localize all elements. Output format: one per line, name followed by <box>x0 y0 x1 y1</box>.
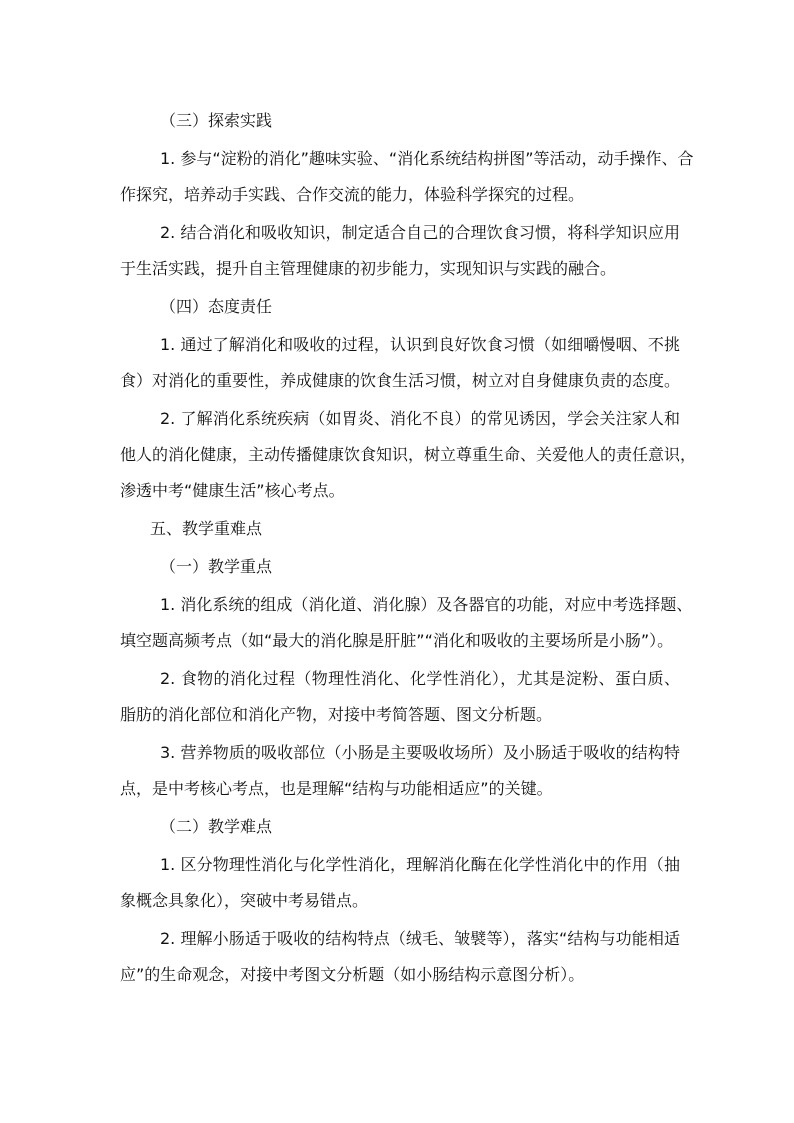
paragraph-line: 3. 营养物质的吸收部位（小肠是主要吸收场所）及小肠适于吸收的结构特 <box>160 743 680 762</box>
paragraph-line: 象概念具象化），突破中考易错点。 <box>120 891 369 910</box>
paragraph-line: 2. 了解消化系统疾病（如胃炎、消化不良）的常见诱因，学会关注家人和 <box>160 409 680 428</box>
paragraph-line: 2. 结合消化和吸收知识，制定适合自己的合理饮食习惯，将科学知识应用 <box>160 223 680 242</box>
paragraph-line: 点，是中考核心考点，也是理解“结构与功能相适应”的关键。 <box>120 779 553 798</box>
section-heading-difficulty: （二）教学难点 <box>160 817 273 836</box>
section-heading-explore: （三）探索实践 <box>160 111 273 130</box>
paragraph-line: 填空题高频考点（如“最大的消化腺是肝脏”“消化和吸收的主要场所是小肠”）。 <box>120 631 674 650</box>
chapter-heading-key-points: 五、教学重难点 <box>150 519 263 538</box>
paragraph-line: 1. 消化系统的组成（消化道、消化腺）及各器官的功能，对应中考选择题、 <box>160 595 693 614</box>
paragraph-line: 2. 理解小肠适于吸收的结构特点（绒毛、皱襞等），落实“结构与功能相适 <box>160 929 680 948</box>
paragraph-line: 1. 参与“淀粉的消化”趣味实验、“消化系统结构拼图”等活动，动手操作、合 <box>160 149 694 168</box>
paragraph-line: 脂肪的消化部位和消化产物，对接中考简答题、图文分析题。 <box>120 705 553 724</box>
section-heading-attitude: （四）态度责任 <box>160 297 273 316</box>
paragraph-line: 1. 区分物理性消化与化学性消化，理解消化酶在化学性消化中的作用（抽 <box>160 855 680 874</box>
paragraph-line: 应”的生命观念，对接中考图文分析题（如小肠结构示意图分析）。 <box>120 965 585 984</box>
paragraph-line: 1. 通过了解消化和吸收的过程，认识到良好饮食习惯（如细嚼慢咽、不挑 <box>160 335 680 354</box>
paragraph-line: 作探究，培养动手实践、合作交流的能力，体验科学探究的过程。 <box>120 185 585 204</box>
section-heading-focus: （一）教学重点 <box>160 557 273 576</box>
paragraph-line: 2. 食物的消化过程（物理性消化、化学性消化），尤其是淀粉、蛋白质、 <box>160 669 680 688</box>
paragraph-line: 渗透中考“健康生活”核心考点。 <box>120 481 345 500</box>
paragraph-line: 食）对消化的重要性，养成健康的饮食生活习惯，树立对自身健康负责的态度。 <box>120 371 681 390</box>
paragraph-line: 他人的消化健康，主动传播健康饮食知识，树立尊重生命、关爱他人的责任意识， <box>120 445 697 464</box>
paragraph-line: 于生活实践，提升自主管理健康的初步能力，实现知识与实践的融合。 <box>120 259 617 278</box>
